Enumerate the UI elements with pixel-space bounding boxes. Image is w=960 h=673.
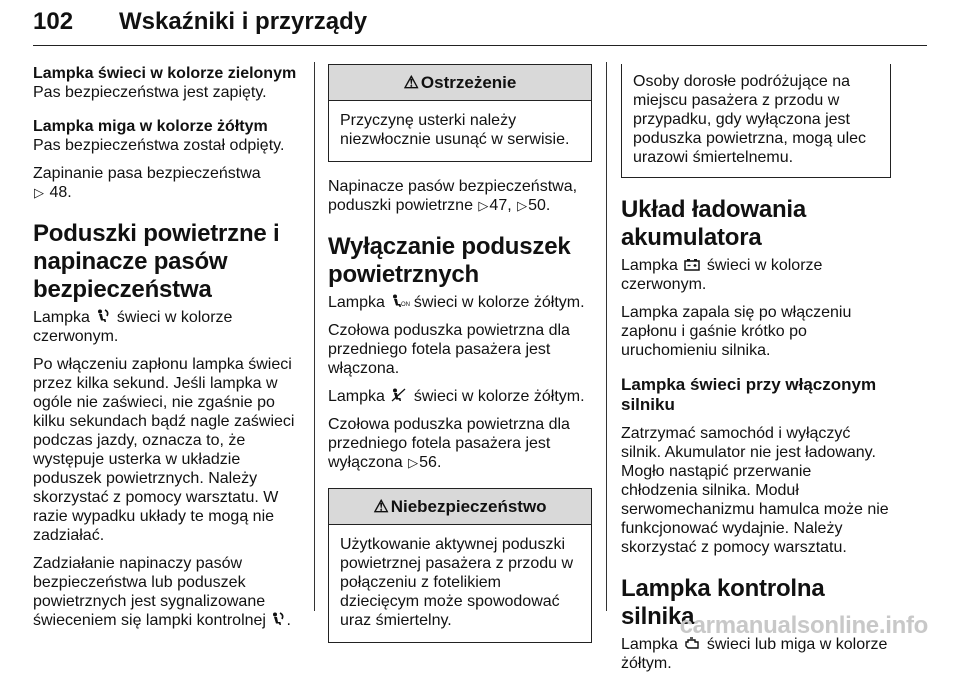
engine-lamp-heading: Lampka kontrolna silnika xyxy=(621,575,825,630)
charging-lamp-label: Lampka xyxy=(621,257,678,274)
page-ref-icon: ▷ xyxy=(517,198,528,213)
danger-box-header xyxy=(329,489,591,525)
adult-passenger-text: Osoby dorosłe podróżujące na miejscu pasażera z przodu w przypadku, gdy wyłączona jest poduszka powietrzna, mogą ulec urazowi śmiertelnemu. xyxy=(633,73,867,166)
warning-box-header xyxy=(329,65,591,101)
charging-lamp-paragraph xyxy=(621,256,891,294)
airbag-warning-icon xyxy=(96,309,110,323)
airbag-on-lamp-color: świeci w kolorze żółtym. xyxy=(413,294,585,311)
page-ref-icon: ▷ xyxy=(408,455,419,470)
engine-lamp-label: Lampka xyxy=(621,636,678,653)
engine-lamp-color: świeci lub miga w kolorze żółtym. xyxy=(621,636,888,672)
airbag-off-lamp-color: świeci w kolorze żółtym. xyxy=(413,388,585,405)
danger-box-continuation xyxy=(621,64,891,178)
svg-text:ON: ON xyxy=(401,302,411,308)
airbag-lamp-label: Lampka xyxy=(33,309,90,326)
pretensioner-ref-text: Napinacze pasów bezpieczeństwa, poduszki powietrzne xyxy=(328,178,578,214)
page-number: 102 xyxy=(33,8,74,35)
charging-heading: Układ ładowania akumulatora xyxy=(621,196,807,251)
column-divider xyxy=(314,62,315,611)
engine-lamp-paragraph xyxy=(621,635,891,673)
danger-box xyxy=(328,488,592,643)
column-3 xyxy=(621,64,891,673)
airbag-off-text: Czołowa poduszka powietrzna dla przedniego fotela pasażera jest wyłączona xyxy=(328,416,570,471)
airbag-off-ref[interactable]: 56. xyxy=(419,454,442,471)
watermark: carmanualsonline.info xyxy=(679,612,928,639)
airbag-lamp-color: świeci w kolorze czerwonym. xyxy=(33,309,233,345)
fasten-belt-paragraph xyxy=(33,164,303,202)
yellow-lamp-heading: Lampka miga w kolorze żółtym xyxy=(33,118,268,135)
warning-triangle-icon: ⚠ xyxy=(403,73,419,92)
column-divider xyxy=(606,62,607,611)
warning-triangle-icon: ⚠ xyxy=(373,497,389,516)
warning-text: Przyczynę usterki należy niezwłocznie usunąć w serwisie. xyxy=(340,112,570,148)
page-header xyxy=(33,6,927,46)
page-header-title: Wskaźniki i przyrządy xyxy=(119,8,368,35)
airbag-off-lamp-paragraph xyxy=(328,387,592,406)
deactivation-heading: Wyłączanie poduszek powietrznych xyxy=(328,233,571,288)
warning-title: Ostrzeżenie xyxy=(420,73,517,92)
airbag-warning-icon xyxy=(271,612,285,626)
airbag-off-icon xyxy=(391,388,407,402)
green-lamp-heading: Lampka świeci w kolorze zielonym xyxy=(33,65,297,82)
danger-text: Użytkowanie aktywnej poduszki powietrznej pasażera z przodu w połączeniu z fotelikiem dziecięcym może spowodować uraz śmiertelny. xyxy=(340,536,574,629)
page-ref-icon: ▷ xyxy=(34,185,44,200)
airbag-off-lamp-label: Lampka xyxy=(328,388,385,405)
airbag-on-lamp-paragraph xyxy=(328,293,592,312)
running-text: Zatrzymać samochód i wyłączyć silnik. Akumulator nie jest ładowany. Mogło nastąpić przerwanie chłodzenia silnika. Moduł serwomechanizmu hamulca może nie funkcjonować wydajnie. Należy skorzystać z pomocy warsztatu. xyxy=(621,425,889,556)
pretensioner-ref-1[interactable]: 47, xyxy=(489,197,512,214)
page-ref-icon: ▷ xyxy=(478,198,489,213)
airbag-on-text: Czołowa poduszka powietrzna dla przedniego fotela pasażera jest włączona. xyxy=(328,322,570,377)
airbag-lamp-paragraph xyxy=(33,308,303,346)
green-lamp-text: Pas bezpieczeństwa jest zapięty. xyxy=(33,84,267,101)
pretensioner-ref-paragraph xyxy=(328,177,592,215)
danger-title: Niebezpieczeństwo xyxy=(390,497,547,516)
charging-lamp-color: świeci w kolorze czerwonym. xyxy=(621,257,823,293)
pretensioner-paragraph xyxy=(33,554,303,630)
yellow-lamp-text: Pas bezpieczeństwa został odpięty. xyxy=(33,137,285,154)
column-1 xyxy=(33,64,303,630)
airbag-on-icon xyxy=(391,294,411,308)
pretensioner-text: Zadziałanie napinaczy pasów bezpieczeństwa lub poduszek powietrznych jest sygnalizowane świeceniem się lampki kontrolnej xyxy=(33,555,266,629)
fasten-belt-text: Zapinanie pasa bezpieczeństwa xyxy=(33,165,261,182)
battery-icon xyxy=(684,258,700,271)
pretensioner-ref-2[interactable]: 50. xyxy=(528,197,551,214)
airbag-paragraph: Po włączeniu zapłonu lampka świeci przez kilka sekund. Jeśli lampka w ogóle nie zaświeci, nie zgaśnie po kilku sekundach bądź nagle zaświeci podczas jazdy, oznacza to, że występuje usterka w układzie poduszek powietrznych. Należy skorzystać z pomocy warsztatu. W razie wypadku układy te mogą nie zadziałać. xyxy=(33,356,295,544)
running-heading: Lampka świeci przy włączonym silniku xyxy=(621,375,877,414)
airbag-off-paragraph xyxy=(328,415,592,472)
fasten-belt-ref[interactable]: 48. xyxy=(49,184,72,201)
warning-box xyxy=(328,64,592,162)
pretensioner-end: . xyxy=(286,612,291,629)
airbag-section-heading: Poduszki powietrzne i napinacze pasów bezpieczeństwa xyxy=(33,220,280,303)
airbag-on-lamp-label: Lampka xyxy=(328,294,385,311)
charging-text: Lampka zapala się po włączeniu zapłonu i gaśnie krótko po uruchomieniu silnika. xyxy=(621,304,852,359)
column-2 xyxy=(328,64,592,643)
